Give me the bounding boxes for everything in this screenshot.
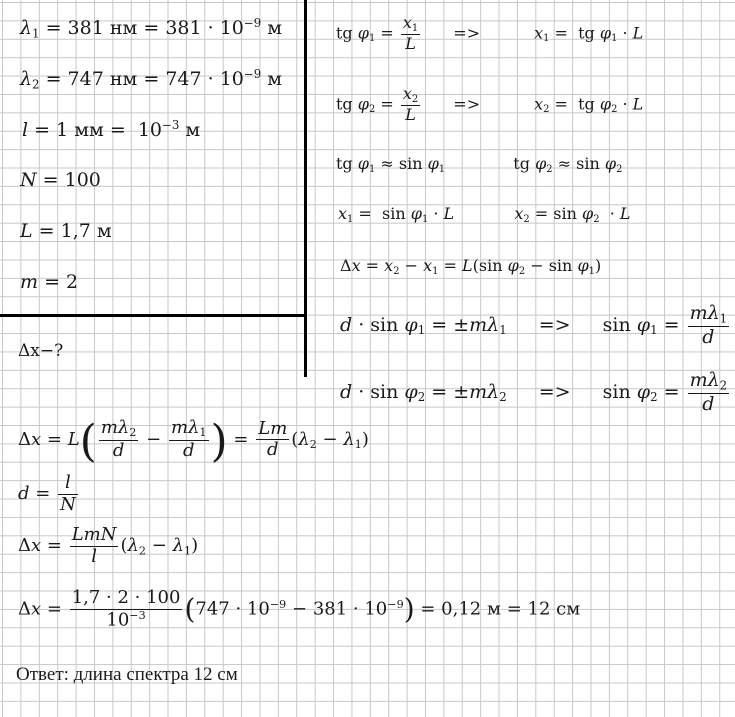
given-L: L = 1,7 м [20,220,112,242]
eq-numeric-calc: Δx = $\frac{1,7 \cdot 2 \cdot 100}{10^{-3}}$ $(747 \cdot 10^{-9} - 381 \cdot 10^{-9}) = 0,12$ м = 12 см [18,587,581,631]
eq-small-angle: tg $\varphi_1 \approx \sin \varphi_1$ tg $\varphi_2 \approx \sin \varphi_2$ [336,154,623,175]
eq-grating-2: $d \cdot \sin \varphi_2 = \pm m\lambda_2 => \sin \varphi_2$ = $\frac{m\lambda_2}{d}$ [340,369,728,415]
given-lambda1: $\lambda_1 = 381$ нм = $381 \cdot 10^{-9}$ м [20,16,283,41]
eq-delta-x-general: Δx = $\frac{\text{LmN}}{l}$ $(\lambda_2 - \lambda_1)$ [18,524,199,567]
horizontal-divider [0,314,307,317]
eq-delta-x-sin: $\Delta x = x_2 - x_1 = L(\sin$ $\varphi_2 - \sin \varphi_1$) [340,256,602,277]
answer-text: Ответ: длина спектра 12 см [16,664,238,685]
eq-tan-phi1: tg $\varphi_1$ = $\frac{x_1}{L}$ => $x_1$ = tg $\varphi_1 \cdot L$ [336,13,644,54]
eq-tan-phi2: tg $\varphi_2$ = $\frac{x_2}{L}$ => $x_2$ = tg $\varphi_2 \cdot L$ [336,84,644,125]
eq-x-sin: $x_1 = \sin \varphi_1 \cdot L$ $x_2 = \sin \varphi_2 \cdot L$ [338,204,631,225]
eq-grating-1: $d \cdot \sin \varphi_1 = \pm m\lambda_1 => \sin \varphi_1$ = $\frac{m\lambda_1}{d}$ [340,302,728,348]
find-quantity: Δx−? [18,341,64,361]
eq-delta-x-derived: Δx = L( $\frac{m\lambda_2}{d}$ − $\frac{m\lambda_1}{d}$ ) = $\frac{Lm}{d}$ $(\lambda_2 - \lambda_1)$ [18,415,369,467]
given-N: N = 100 [20,169,101,191]
vertical-divider [304,0,307,377]
given-m: m = 2 [20,271,79,293]
given-l: l = 1 мм = $10^{-3}$ м [22,118,201,142]
given-lambda2: $\lambda_2 = 747$ нм = $747 \cdot 10^{-9}$ м [20,67,283,92]
eq-d-definition: d = $\frac{l}{N}$ [18,472,76,515]
